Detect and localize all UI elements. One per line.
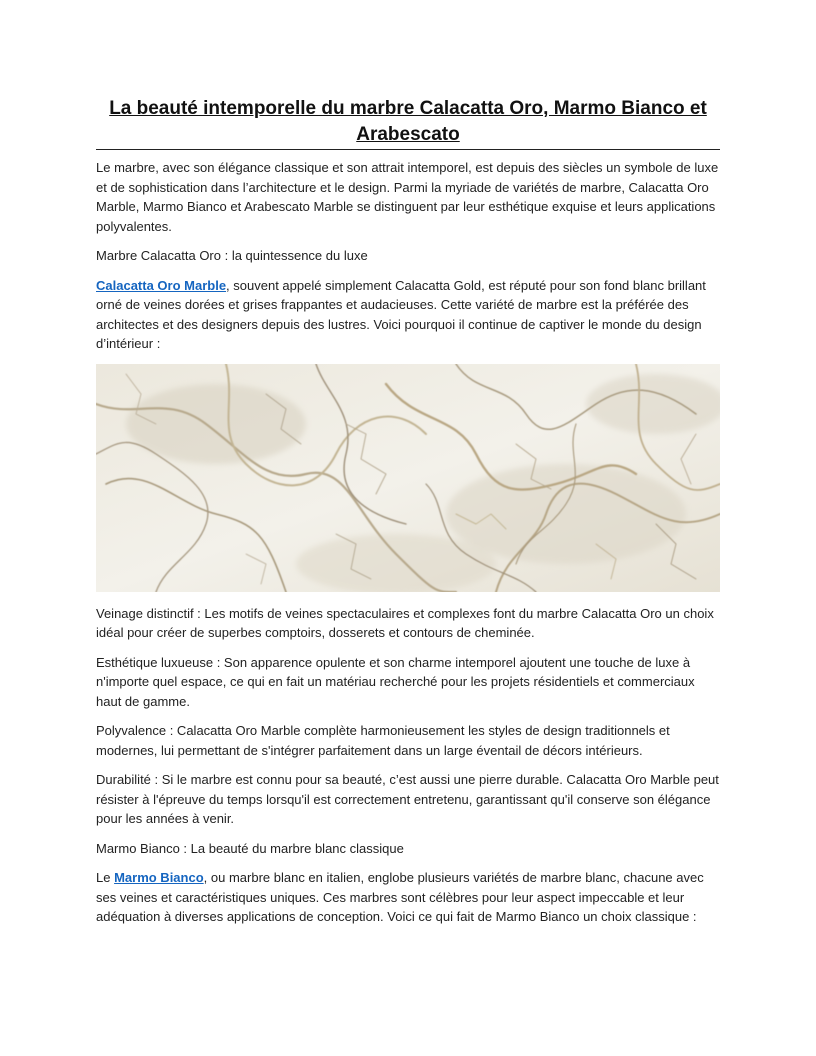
marmo-bianco-link[interactable]: Marmo Bianco bbox=[114, 870, 204, 885]
marble-image bbox=[96, 364, 720, 592]
calacatta-point-durabilite: Durabilité : Si le marbre est connu pour sa beauté, c’est aussi une pierre durable. Calacatta Oro Marble peut résister à l'épreuve du temps lorsqu'il est correctement entretenu, garantissant qu'il conserve son élégance pour les années à venir. bbox=[96, 772, 719, 826]
marmo-bianco-paragraph-text: , ou marbre blanc en italien, englobe plusieurs variétés de marbre blanc, chacune avec ses veines et caractéristiques uniques. Ces marbres sont célèbres pour leur aspect impeccable et leur adéquation à diverses applications de conception. Voici ce qui fait de Marmo Bianco un choix classique : bbox=[96, 870, 704, 924]
calacatta-point-veinage: Veinage distinctif : Les motifs de veines spectaculaires et complexes font du marbre Calacatta Oro un choix idéal pour créer de superbes comptoirs, dosserets et contours de cheminée. bbox=[96, 605, 714, 640]
calacatta-paragraph bbox=[96, 276, 720, 354]
marmo-bianco-paragraph bbox=[96, 868, 720, 927]
calacatta-oro-link[interactable]: Calacatta Oro Marble bbox=[96, 277, 227, 293]
marmo-bianco-prefix: Le bbox=[96, 870, 115, 885]
calacatta-point-polyvalence: Polyvalence : Calacatta Oro Marble complète harmonieusement les styles de design traditionnels et modernes, lui permettant de s'intégrer parfaitement dans un large éventail de décors intérieurs. bbox=[96, 723, 670, 758]
document-title: La beauté intemporelle du marbre Calacatta Oro, Marmo Bianco et Arabescato bbox=[96, 96, 720, 150]
calacatta-paragraph-text: , souvent appelé simplement Calacatta Gold, est réputé pour son fond blanc brillant orné de veines dorées et grises frappantes et audacieuses. Cette variété de marbre est la préférée des architectes et des designers depuis des lustres. Voici pourquoi il continue de captiver le monde du design d’intérieur : bbox=[96, 277, 706, 351]
calacatta-point-esthetique: Esthétique luxueuse : Son apparence opulente et son charme intemporel ajoutent une touche de luxe à n'importe quel espace, ce qui en fait un matériau recherché pour les projets résidentiels et commerciaux haut de gamme. bbox=[96, 654, 695, 709]
intro-paragraph: Le marbre, avec son élégance classique et son attrait intemporel, est depuis des siècles un symbole de luxe et de sophistication dans l’architecture et le design. Parmi la myriade de variétés de marbre, Calacatta Oro Marble, Marmo Bianco et Arabescato Marble se distinguent par leur esthétique exquise et leurs applications polyvalentes. bbox=[96, 160, 719, 234]
section-heading-marmo-bianco: Marmo Bianco : La beauté du marbre blanc classique bbox=[96, 840, 404, 856]
document-page bbox=[96, 96, 720, 937]
section-heading-calacatta: Marbre Calacatta Oro : la quintessence du luxe bbox=[96, 248, 368, 263]
